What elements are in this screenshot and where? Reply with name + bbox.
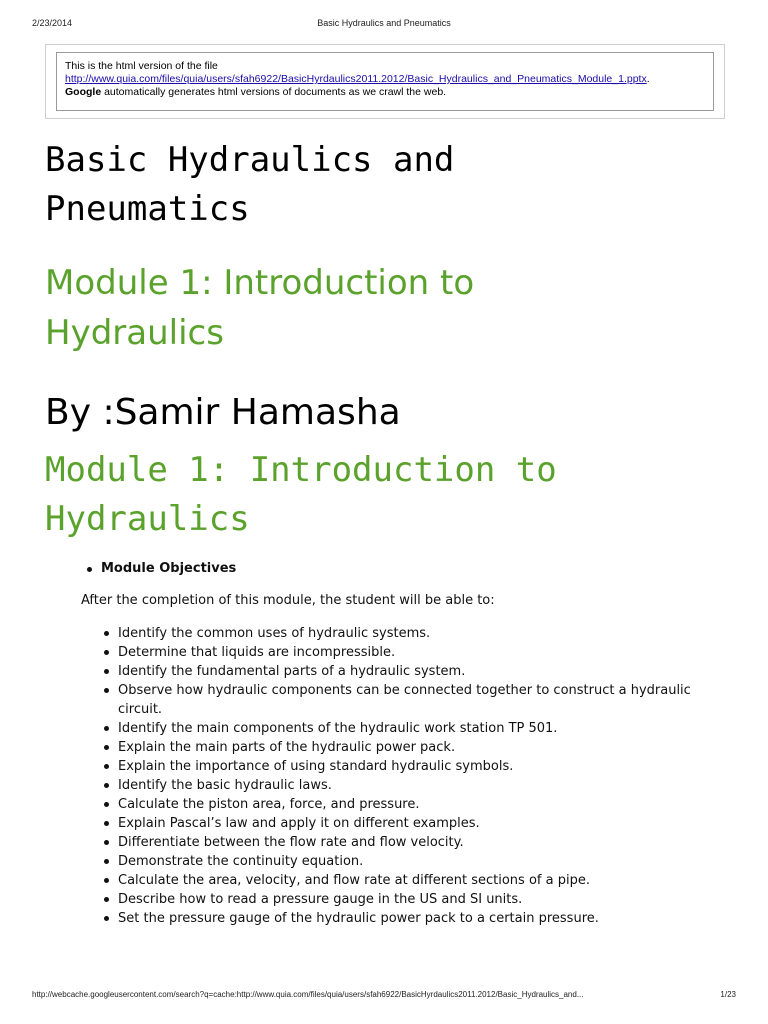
- document-title-line-1: Basic Hydraulics and: [45, 140, 455, 180]
- objective-item: Explain Pascal’s law and apply it on different examples.: [118, 814, 735, 833]
- objective-item: Identify the main components of the hydraulic work station TP 501.: [118, 719, 735, 738]
- objectives-label: Module Objectives: [101, 560, 735, 578]
- objective-item: Calculate the area, velocity, and flow rate at different sections of a pipe.: [118, 871, 735, 890]
- section-heading: [45, 446, 735, 544]
- document-content: [45, 136, 735, 928]
- document-title-line-2: Pneumatics: [45, 189, 250, 229]
- print-header: [32, 18, 736, 32]
- cache-notice-box: [45, 44, 725, 119]
- print-footer: [32, 990, 736, 1002]
- cache-notice-text: automatically generates html versions of documents as we crawl the web.: [101, 86, 447, 98]
- print-title: Basic Hydraulics and Pneumatics: [317, 18, 451, 28]
- objectives-list: [45, 624, 735, 928]
- module-heading: [45, 258, 735, 358]
- objective-item: Identify the basic hydraulic laws.: [118, 776, 735, 795]
- module-heading-line-1: Module 1: Introduction to: [45, 263, 475, 303]
- objective-item: Differentiate between the flow rate and flow velocity.: [118, 833, 735, 852]
- objective-item: Demonstrate the continuity equation.: [118, 852, 735, 871]
- objective-item: Set the pressure gauge of the hydraulic power pack to a certain pressure.: [118, 909, 735, 928]
- cache-notice-line-2: [65, 73, 713, 86]
- source-link-suffix: .: [646, 73, 650, 85]
- module-heading-line-2: Hydraulics: [45, 313, 224, 353]
- cache-notice: [56, 52, 714, 111]
- section-heading-line-1: Module 1: Introduction to: [45, 450, 557, 490]
- objective-item: Identify the common uses of hydraulic systems.: [118, 624, 735, 643]
- page-number: 1/23: [720, 990, 736, 999]
- cache-notice-line-3: [65, 86, 713, 99]
- objective-item: Observe how hydraulic components can be connected together to construct a hydraulic circuit.: [118, 681, 735, 719]
- section-heading-line-2: Hydraulics: [45, 499, 250, 539]
- objective-item: Explain the importance of using standard hydraulic symbols.: [118, 757, 735, 776]
- cache-notice-line-1: This is the html version of the file: [65, 60, 218, 72]
- objective-item: Calculate the piston area, force, and pressure.: [118, 795, 735, 814]
- source-file-link[interactable]: http://www.quia.com/files/quia/users/sfah6922/BasicHyrdaulics2011.2012/Basic_Hydraulics_and_Pneumatics_Module_1.pptx: [65, 73, 647, 85]
- objectives-label-list: [45, 560, 735, 578]
- google-brand: Google: [65, 86, 102, 98]
- objective-item: Determine that liquids are incompressible.: [118, 643, 735, 662]
- print-date: 2/23/2014: [32, 18, 73, 28]
- objective-item: Explain the main parts of the hydraulic power pack.: [118, 738, 735, 757]
- document-title: [45, 136, 735, 234]
- objective-item: Describe how to read a pressure gauge in the US and SI units.: [118, 890, 735, 909]
- author-heading: By :Samir Hamasha: [45, 392, 401, 433]
- objective-item: Identify the fundamental parts of a hydraulic system.: [118, 662, 735, 681]
- objectives-intro: After the completion of this module, the student will be able to:: [81, 593, 495, 608]
- print-footer-url: http://webcache.googleusercontent.com/search?q=cache:http://www.quia.com/files/quia/users/sfah6922/BasicHyrdaulics2011.2012/Basic_Hydraulics_and...: [32, 990, 584, 999]
